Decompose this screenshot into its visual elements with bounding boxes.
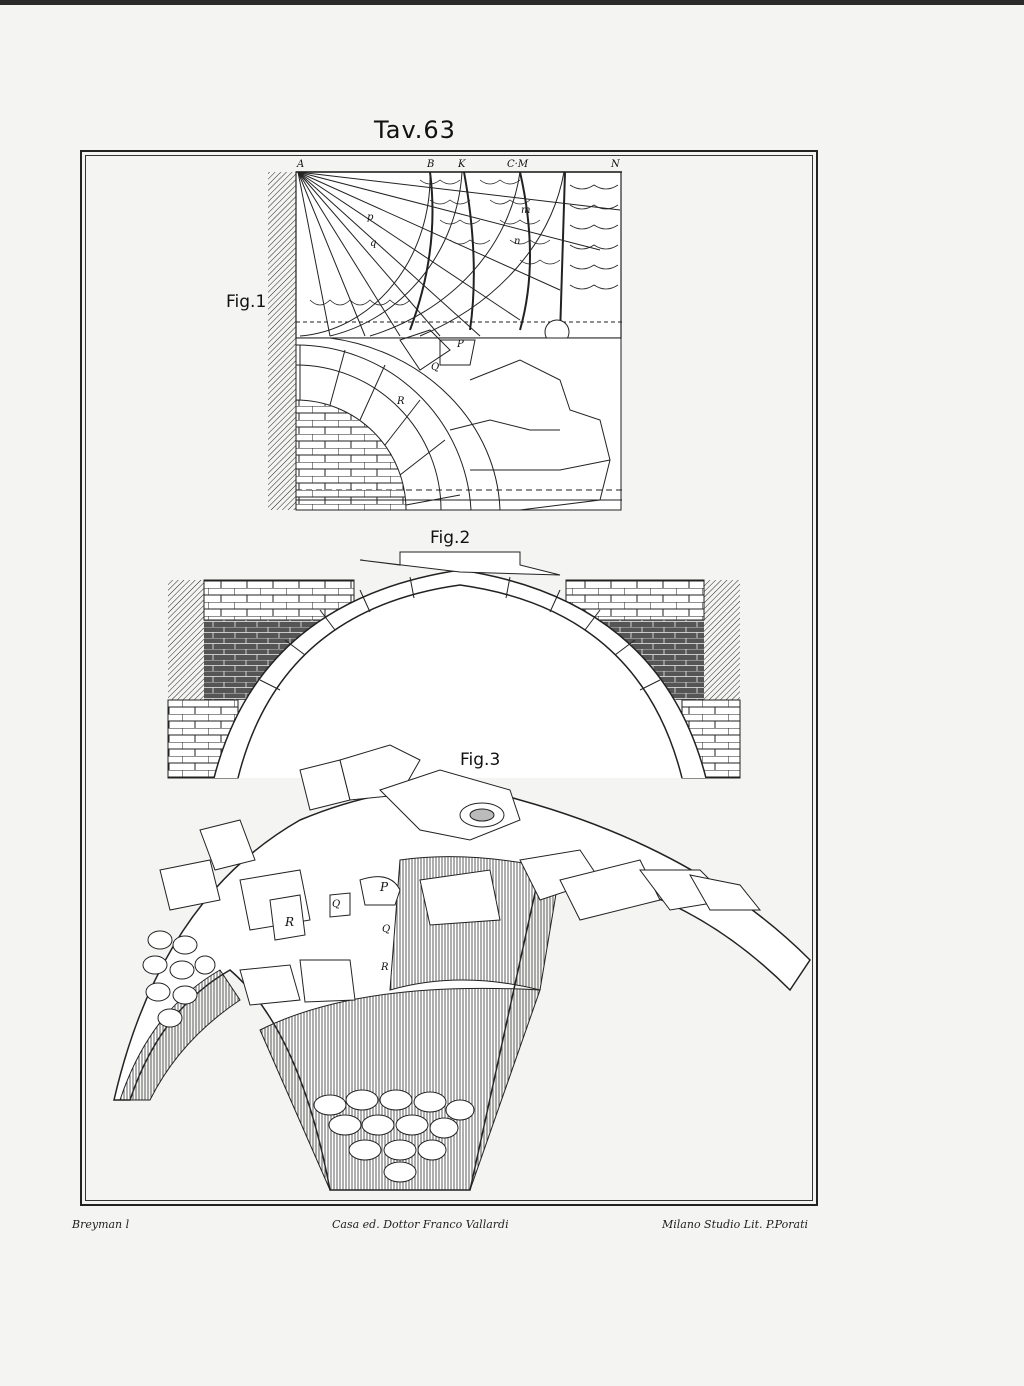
- point-label: Q: [332, 899, 341, 910]
- point-label: A: [297, 159, 305, 170]
- figure-3-label: Fig.3: [460, 750, 501, 770]
- figure-2-drawing: [168, 552, 740, 778]
- point-label: n: [514, 236, 521, 247]
- point-label: R: [381, 962, 389, 973]
- point-label: m: [521, 205, 531, 216]
- point-label: P: [457, 339, 464, 350]
- credit-publisher: Casa ed. Dottor Franco Vallardi: [332, 1218, 509, 1231]
- point-label: K: [458, 159, 466, 170]
- plate-title: Tav.63: [374, 116, 456, 144]
- point-label: N: [611, 159, 620, 170]
- point-label: R: [397, 396, 405, 407]
- credit-artist: Breyman l: [72, 1218, 130, 1231]
- figure-1-label: Fig.1: [226, 292, 267, 312]
- point-label: R: [285, 915, 295, 929]
- point-label: q: [370, 238, 377, 249]
- point-label: p: [367, 212, 374, 223]
- point-label: Q: [431, 362, 440, 373]
- point-label: Q: [382, 924, 391, 935]
- point-label: P: [380, 880, 389, 894]
- figure-1-drawing: [268, 172, 622, 510]
- figure-3-drawing: [114, 745, 810, 1190]
- point-label: C·M: [507, 159, 529, 170]
- credit-printer: Milano Studio Lit. P.Porati: [662, 1218, 809, 1231]
- point-label: B: [427, 159, 435, 170]
- figure-2-label: Fig.2: [430, 528, 471, 548]
